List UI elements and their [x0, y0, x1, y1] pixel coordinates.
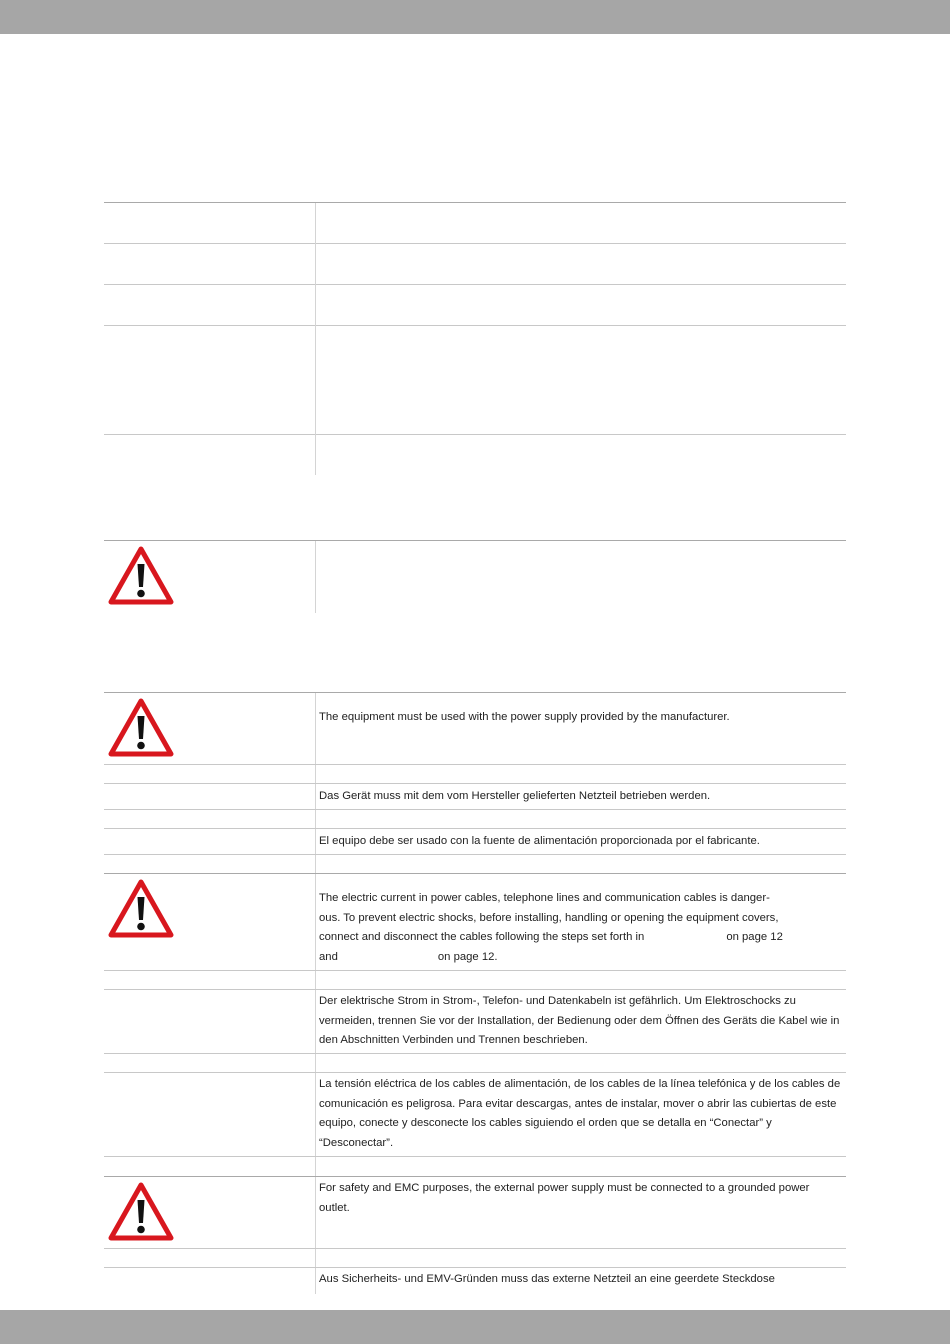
- table-rule: [104, 1072, 846, 1073]
- table-rule: [104, 764, 846, 765]
- text-line: [319, 928, 843, 948]
- table-rule: [104, 692, 846, 693]
- footer-band: [0, 1310, 950, 1344]
- page-reference: on page 12.: [437, 950, 498, 963]
- warning-triangle-icon: [107, 545, 175, 607]
- text-line: The electric current in power cables, telephone lines and communication cables is danger-: [319, 892, 770, 904]
- text-line: [319, 948, 843, 968]
- warning-grounding-en: For safety and EMC purposes, the external power supply must be connected to a grounded power outlet.: [319, 1182, 810, 1214]
- table-rule: [104, 284, 846, 285]
- table-rule: [104, 540, 846, 541]
- text-fragment: connect and disconnect the cables following the steps set forth in: [319, 931, 645, 943]
- warning-triangle-icon: [107, 697, 175, 759]
- warning-electric-current-en: [319, 889, 843, 967]
- table-rule: [104, 1176, 846, 1177]
- warning-triangle-icon: [107, 1181, 175, 1243]
- table-rule: [104, 325, 846, 326]
- table-rule: [104, 970, 846, 971]
- text-line: ous. To prevent electric shocks, before installing, handling or opening the equipment covers,: [319, 911, 779, 924]
- table-rule: [104, 828, 846, 829]
- warning-triangle-icon: [107, 878, 175, 940]
- table-rule: [104, 1267, 846, 1268]
- warning-electric-current-es: La tensión eléctrica de los cables de alimentación, de los cables de la línea telefónica y de los cables de comunicación es peligrosa. Para evitar descargas, antes de instalar, mover o abrir las cubiertas de este equipo, conecte y desconecte los cables siguiendo el orden que se detalla en “Conectar” y “Desconectar”.: [319, 1078, 841, 1149]
- warning-grounding-de: Aus Sicherheits- und EMV-Gründen muss das externe Netzteil an eine geerdete Steckdose: [319, 1273, 775, 1285]
- table-rule: [104, 783, 846, 784]
- column-divider: [315, 203, 316, 475]
- table-rule: [104, 202, 846, 203]
- table-rule: [104, 873, 846, 874]
- table-rule: [104, 243, 846, 244]
- table-rule: [104, 434, 846, 435]
- page-reference: on page 12: [726, 931, 783, 943]
- text-fragment: and: [319, 950, 338, 963]
- warning-power-supply-es: El equipo debe ser usado con la fuente de alimentación proporcionada por el fabricante.: [319, 835, 760, 847]
- warning-power-supply-en: The equipment must be used with the power supply provided by the manufacturer.: [319, 711, 730, 723]
- table-rule: [104, 1156, 846, 1157]
- warning-power-supply-de: Das Gerät muss mit dem vom Hersteller gelieferten Netzteil betrieben werden.: [319, 790, 711, 802]
- table-rule: [104, 1053, 846, 1054]
- table-rule: [104, 809, 846, 810]
- table-rule: [104, 854, 846, 855]
- table-rule: [104, 989, 846, 990]
- warning-electric-current-de: Der elektrische Strom in Strom-, Telefon- und Datenkabeln ist gefährlich. Um Elektroschocks zu vermeiden, trennen Sie vor der Installation, der Bedienung oder dem Öffnen des Geräts die Kabel wie in den Abschnitten Verbinden und Trennen beschrieben.: [319, 995, 840, 1046]
- column-divider: [315, 541, 316, 613]
- table-rule: [104, 1248, 846, 1249]
- header-band: [0, 0, 950, 34]
